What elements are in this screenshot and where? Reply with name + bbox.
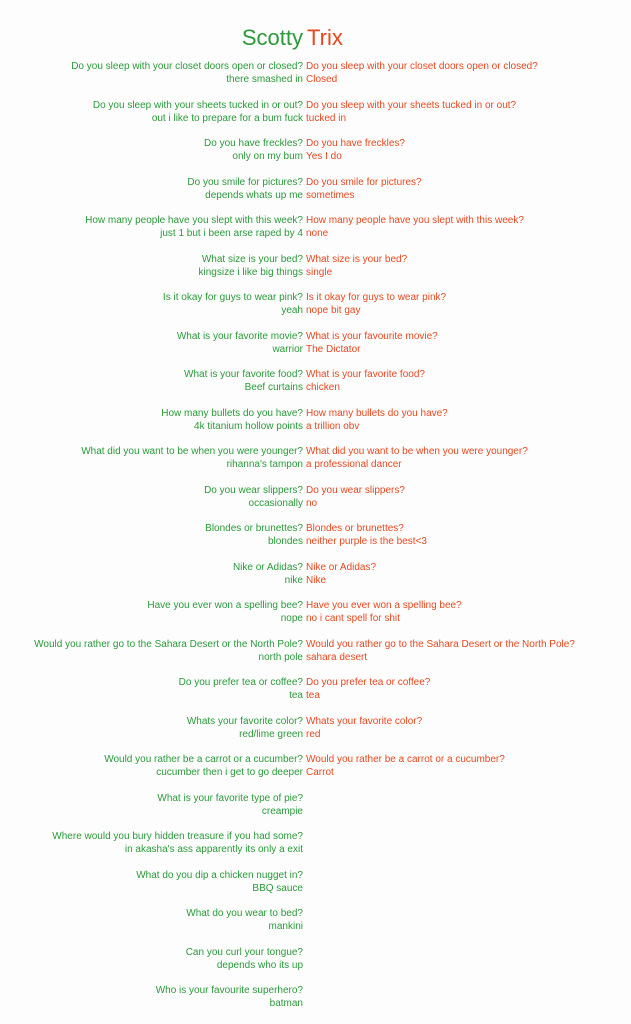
qa-list [0, 60, 631, 1023]
right-answer-block [306, 60, 538, 86]
left-answer-block [233, 561, 303, 587]
right-answer: a trillion obv [306, 420, 360, 432]
left-answer: yeah [281, 305, 303, 316]
qa-row [0, 753, 631, 792]
left-question: Have you ever won a spelling bee? [147, 600, 303, 611]
qa-row [0, 638, 631, 677]
right-answer: neither purple is the best<3 [306, 536, 427, 547]
qa-row [0, 214, 631, 253]
left-answer-block [184, 368, 303, 394]
right-question: What did you want to be when you were younger? [306, 446, 528, 457]
left-question: Is it okay for guys to wear pink? [162, 292, 303, 303]
left-question: Would you rather go to the Sahara Desert or the North Pole? [34, 638, 303, 650]
right-answer: red [306, 728, 321, 740]
right-question: Do you smile for pictures? [306, 176, 422, 188]
left-question: Where would you bury hidden treasure if you had some? [52, 831, 303, 842]
left-answer: creampie [261, 805, 303, 817]
left-answer-block [186, 907, 303, 933]
left-answer-block [34, 638, 303, 664]
right-question: How many people have you slept with this week? [306, 215, 524, 226]
right-answer-block [306, 715, 422, 741]
right-answer-block [306, 291, 446, 317]
qa-row [0, 869, 631, 908]
left-question: What is your favorite food? [184, 369, 303, 380]
right-answer-block [306, 99, 516, 125]
left-answer-block [81, 445, 303, 471]
left-question: How many people have you slept with this week? [85, 215, 303, 226]
left-answer-block [161, 407, 303, 433]
qa-row [0, 137, 631, 176]
right-question: Would you rather be a carrot or a cucumber? [306, 754, 505, 765]
qa-row [0, 176, 631, 215]
right-answer-block [306, 753, 505, 779]
left-answer: nike [284, 574, 303, 586]
left-answer-block [157, 792, 303, 818]
page-title [0, 24, 631, 52]
left-answer: nope [280, 613, 303, 624]
right-answer: single [306, 266, 333, 278]
right-answer-block [306, 522, 427, 548]
left-answer: just 1 but i been arse raped by 4 [160, 228, 303, 239]
right-answer-block [306, 676, 430, 702]
right-answer: no [306, 497, 318, 509]
right-answer-block [306, 176, 422, 202]
right-answer-block [306, 253, 407, 279]
right-answer: Closed [306, 74, 338, 85]
left-answer-block [104, 753, 303, 779]
right-question: Do you sleep with your sheets tucked in or out? [306, 99, 517, 111]
left-answer: out i like to prepare for a bum fuck [151, 112, 303, 124]
right-question: Blondes or brunettes? [306, 523, 404, 534]
left-person-name: Scotty [241, 25, 303, 50]
left-answer-block [136, 869, 303, 895]
left-answer: there smashed in [226, 74, 303, 85]
left-question: Do you sleep with your sheets tucked in or out? [92, 99, 303, 111]
right-question: Do you wear slippers? [306, 484, 405, 496]
right-answer-block [306, 137, 405, 163]
left-answer: Beef curtains [244, 382, 303, 393]
left-answer: mankini [268, 921, 303, 932]
right-answer-block [306, 484, 405, 510]
left-answer: rihanna's tampon [226, 459, 303, 470]
left-question: How many bullets do you have? [161, 407, 303, 419]
qa-row [0, 715, 631, 754]
left-answer-block [177, 330, 303, 356]
left-question: What is your favorite movie? [176, 330, 303, 342]
right-answer-block [306, 599, 462, 625]
right-answer: chicken [306, 382, 340, 393]
right-person-name: Trix [307, 25, 343, 50]
left-answer: depends whats up me [205, 189, 303, 201]
left-question: Do you sleep with your closet doors open or closed? [71, 61, 303, 72]
right-answer: The Dictator [306, 343, 361, 355]
left-answer-block [93, 99, 303, 125]
right-answer-block [306, 368, 425, 394]
left-answer-block [199, 253, 304, 279]
left-answer: blondes [267, 536, 303, 547]
qa-row [0, 291, 631, 330]
left-answer: 4k titanium hollow points [194, 420, 303, 432]
right-answer: Yes I do [306, 151, 342, 162]
qa-row [0, 522, 631, 561]
qa-row [0, 946, 631, 985]
left-answer-block [156, 984, 303, 1010]
right-question: Do you sleep with your closet doors open or closed? [306, 61, 538, 72]
right-question: Do you prefer tea or coffee? [306, 677, 431, 688]
left-answer-block [205, 522, 303, 548]
left-question: Do you smile for pictures? [187, 176, 303, 188]
left-answer: in akasha's ass apparently its only a exit [124, 844, 303, 855]
right-question: What is your favourite movie? [306, 330, 438, 342]
qa-row [0, 368, 631, 407]
right-question: What is your favorite food? [306, 369, 425, 380]
right-question: Nike or Adidas? [306, 561, 377, 573]
left-question: Can you curl your tongue? [185, 946, 303, 958]
right-answer-block [306, 561, 376, 587]
left-answer: north pole [258, 651, 303, 663]
left-answer: occasionally [248, 497, 303, 509]
left-answer-block [204, 484, 303, 510]
right-answer: Nike [306, 574, 327, 586]
left-answer: tea [289, 690, 303, 701]
left-answer-block [186, 946, 303, 972]
qa-row [0, 984, 631, 1023]
right-question: Have you ever won a spelling bee? [306, 600, 462, 611]
qa-row [0, 830, 631, 869]
qa-row [0, 561, 631, 600]
right-answer: sahara desert [306, 651, 368, 663]
left-answer: batman [269, 998, 303, 1009]
qa-row [0, 60, 631, 99]
left-answer-block [85, 214, 303, 240]
right-answer-block [306, 407, 448, 433]
left-question: Do you have freckles? [204, 138, 303, 149]
left-answer-block [147, 599, 303, 625]
left-answer-block [187, 715, 303, 741]
right-answer-block [306, 330, 438, 356]
left-answer: warrior [272, 343, 303, 355]
right-answer: sometimes [306, 189, 355, 201]
left-question: Nike or Adidas? [232, 561, 303, 573]
left-answer: red/lime green [239, 728, 303, 740]
right-answer: no i cant spell for shit [306, 613, 400, 624]
qa-row [0, 792, 631, 831]
right-answer-block [306, 214, 524, 240]
left-question: Who is your favourite superhero? [155, 985, 303, 996]
left-answer: cucumber then i get to go deeper [156, 767, 303, 778]
left-answer-block [163, 291, 303, 317]
right-answer: tea [306, 690, 320, 701]
right-question: Whats your favorite color? [306, 715, 423, 727]
qa-row [0, 907, 631, 946]
qa-row [0, 676, 631, 715]
right-question: Would you rather go to the Sahara Desert or the North Pole? [306, 638, 575, 650]
left-answer: only on my bum [232, 151, 303, 162]
qa-row [0, 99, 631, 138]
right-question: Do you have freckles? [306, 138, 405, 149]
left-answer: kingsize i like big things [198, 266, 303, 278]
right-question: How many bullets do you have? [306, 407, 448, 419]
left-question: What size is your bed? [201, 253, 303, 265]
qa-row [0, 445, 631, 484]
right-question: What size is your bed? [306, 253, 408, 265]
left-answer-block [187, 176, 303, 202]
left-question: What did you want to be when you were younger? [81, 446, 303, 457]
left-question: What do you wear to bed? [186, 908, 303, 919]
left-question: Would you rather be a carrot or a cucumber? [104, 754, 303, 765]
qa-row [0, 599, 631, 638]
right-answer-block [306, 445, 528, 471]
right-answer: nope bit gay [306, 305, 361, 316]
qa-row [0, 407, 631, 446]
right-question: Is it okay for guys to wear pink? [306, 292, 447, 303]
left-question: What is your favorite type of pie? [157, 792, 303, 804]
qa-row [0, 253, 631, 292]
left-question: Whats your favorite color? [186, 715, 303, 727]
right-answer-block [306, 638, 575, 664]
right-answer: a professional dancer [306, 459, 402, 470]
left-answer-block [179, 676, 303, 702]
qa-row [0, 484, 631, 523]
right-answer: tucked in [306, 112, 347, 124]
left-answer-block [204, 137, 303, 163]
right-answer: none [306, 228, 329, 239]
left-answer: depends who its up [216, 959, 303, 971]
left-question: Do you prefer tea or coffee? [178, 677, 303, 688]
left-answer-block [52, 830, 303, 856]
left-answer: BBQ sauce [252, 882, 303, 894]
left-answer-block [71, 60, 303, 86]
left-question: Do you wear slippers? [204, 484, 303, 496]
right-answer: Carrot [306, 767, 334, 778]
left-question: What do you dip a chicken nugget in? [136, 869, 303, 881]
qa-row [0, 330, 631, 369]
left-question: Blondes or brunettes? [205, 523, 303, 534]
